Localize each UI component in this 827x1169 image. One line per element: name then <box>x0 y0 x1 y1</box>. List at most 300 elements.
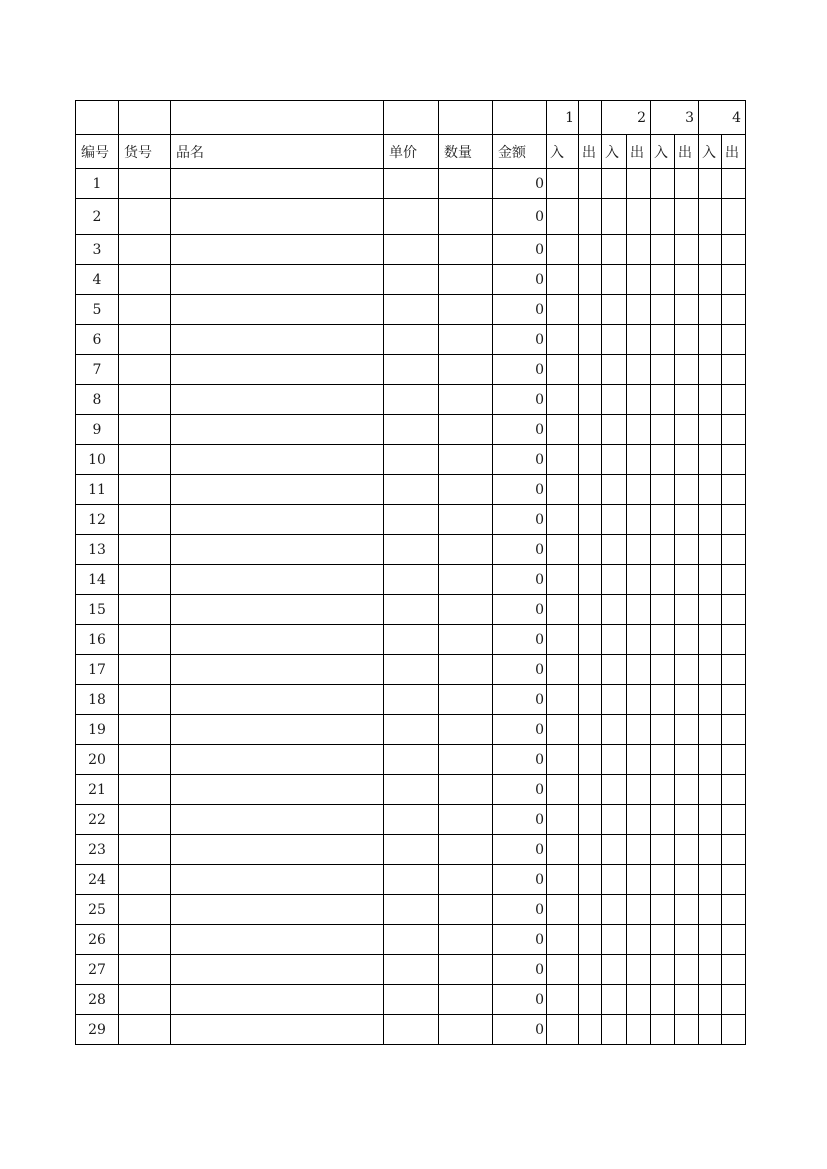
in-cell-day-3[interactable] <box>651 199 675 235</box>
in-cell-day-4[interactable] <box>699 895 722 925</box>
out-cell-day-4[interactable] <box>722 655 746 685</box>
out-cell-day-4[interactable] <box>722 445 746 475</box>
out-cell-day-2[interactable] <box>627 475 651 505</box>
in-cell-day-1[interactable] <box>547 535 579 565</box>
in-cell-day-1[interactable] <box>547 985 579 1015</box>
in-cell-day-1[interactable] <box>547 775 579 805</box>
out-cell-day-4[interactable] <box>722 235 746 265</box>
in-cell-day-3[interactable] <box>651 715 675 745</box>
in-cell-day-4[interactable] <box>699 865 722 895</box>
sku-cell[interactable] <box>119 895 171 925</box>
out-cell-day-2[interactable] <box>627 355 651 385</box>
in-cell-day-4[interactable] <box>699 199 722 235</box>
in-cell-day-3[interactable] <box>651 535 675 565</box>
sku-cell[interactable] <box>119 169 171 199</box>
out-cell-day-1[interactable] <box>579 415 602 445</box>
name-cell[interactable] <box>171 745 384 775</box>
in-cell-day-3[interactable] <box>651 445 675 475</box>
in-cell-day-3[interactable] <box>651 325 675 355</box>
in-cell-day-2[interactable] <box>602 169 627 199</box>
in-cell-day-1[interactable] <box>547 625 579 655</box>
out-cell-day-2[interactable] <box>627 685 651 715</box>
qty-cell[interactable] <box>439 295 493 325</box>
name-cell[interactable] <box>171 355 384 385</box>
in-cell-day-1[interactable] <box>547 565 579 595</box>
in-cell-day-4[interactable] <box>699 355 722 385</box>
out-cell-day-2[interactable] <box>627 505 651 535</box>
in-cell-day-1[interactable] <box>547 445 579 475</box>
blank-cell[interactable] <box>579 101 602 135</box>
in-cell-day-1[interactable] <box>547 865 579 895</box>
in-cell-day-4[interactable] <box>699 985 722 1015</box>
out-cell-day-3[interactable] <box>675 625 699 655</box>
out-cell-day-4[interactable] <box>722 745 746 775</box>
qty-cell[interactable] <box>439 715 493 745</box>
in-cell-day-1[interactable] <box>547 169 579 199</box>
out-cell-day-4[interactable] <box>722 415 746 445</box>
in-cell-day-2[interactable] <box>602 925 627 955</box>
out-cell-day-3[interactable] <box>675 955 699 985</box>
qty-cell[interactable] <box>439 655 493 685</box>
in-cell-day-4[interactable] <box>699 415 722 445</box>
out-cell-day-2[interactable] <box>627 835 651 865</box>
name-cell[interactable] <box>171 385 384 415</box>
sku-cell[interactable] <box>119 415 171 445</box>
in-cell-day-4[interactable] <box>699 385 722 415</box>
sku-cell[interactable] <box>119 199 171 235</box>
sku-cell[interactable] <box>119 985 171 1015</box>
in-cell-day-2[interactable] <box>602 445 627 475</box>
in-cell-day-3[interactable] <box>651 1015 675 1045</box>
out-cell-day-4[interactable] <box>722 895 746 925</box>
in-cell-day-4[interactable] <box>699 925 722 955</box>
out-cell-day-3[interactable] <box>675 385 699 415</box>
in-cell-day-3[interactable] <box>651 865 675 895</box>
qty-cell[interactable] <box>439 265 493 295</box>
out-cell-day-3[interactable] <box>675 655 699 685</box>
out-cell-day-1[interactable] <box>579 235 602 265</box>
price-cell[interactable] <box>384 655 439 685</box>
qty-cell[interactable] <box>439 325 493 355</box>
out-cell-day-4[interactable] <box>722 199 746 235</box>
in-cell-day-4[interactable] <box>699 1015 722 1045</box>
sku-cell[interactable] <box>119 355 171 385</box>
out-cell-day-1[interactable] <box>579 955 602 985</box>
name-cell[interactable] <box>171 445 384 475</box>
out-cell-day-4[interactable] <box>722 955 746 985</box>
out-cell-day-1[interactable] <box>579 655 602 685</box>
in-cell-day-2[interactable] <box>602 895 627 925</box>
in-cell-day-3[interactable] <box>651 385 675 415</box>
sku-cell[interactable] <box>119 655 171 685</box>
in-cell-day-2[interactable] <box>602 235 627 265</box>
sku-cell[interactable] <box>119 535 171 565</box>
in-cell-day-1[interactable] <box>547 385 579 415</box>
out-cell-day-4[interactable] <box>722 565 746 595</box>
price-cell[interactable] <box>384 715 439 745</box>
qty-cell[interactable] <box>439 595 493 625</box>
in-cell-day-3[interactable] <box>651 835 675 865</box>
in-cell-day-1[interactable] <box>547 1015 579 1045</box>
in-cell-day-3[interactable] <box>651 565 675 595</box>
name-cell[interactable] <box>171 505 384 535</box>
out-cell-day-4[interactable] <box>722 805 746 835</box>
name-cell[interactable] <box>171 199 384 235</box>
out-cell-day-1[interactable] <box>579 475 602 505</box>
in-cell-day-3[interactable] <box>651 265 675 295</box>
name-cell[interactable] <box>171 835 384 865</box>
out-cell-day-2[interactable] <box>627 805 651 835</box>
out-cell-day-3[interactable] <box>675 985 699 1015</box>
name-cell[interactable] <box>171 985 384 1015</box>
in-cell-day-3[interactable] <box>651 925 675 955</box>
out-cell-day-3[interactable] <box>675 505 699 535</box>
price-cell[interactable] <box>384 685 439 715</box>
out-cell-day-2[interactable] <box>627 265 651 295</box>
out-cell-day-3[interactable] <box>675 355 699 385</box>
out-cell-day-1[interactable] <box>579 865 602 895</box>
out-cell-day-2[interactable] <box>627 565 651 595</box>
price-cell[interactable] <box>384 295 439 325</box>
price-cell[interactable] <box>384 265 439 295</box>
qty-cell[interactable] <box>439 199 493 235</box>
out-cell-day-1[interactable] <box>579 265 602 295</box>
in-cell-day-3[interactable] <box>651 955 675 985</box>
out-cell-day-2[interactable] <box>627 295 651 325</box>
sku-cell[interactable] <box>119 775 171 805</box>
in-cell-day-2[interactable] <box>602 985 627 1015</box>
price-cell[interactable] <box>384 445 439 475</box>
blank-cell[interactable] <box>76 101 119 135</box>
name-cell[interactable] <box>171 865 384 895</box>
in-cell-day-4[interactable] <box>699 625 722 655</box>
name-cell[interactable] <box>171 565 384 595</box>
in-cell-day-2[interactable] <box>602 295 627 325</box>
out-cell-day-4[interactable] <box>722 355 746 385</box>
in-cell-day-2[interactable] <box>602 355 627 385</box>
price-cell[interactable] <box>384 865 439 895</box>
price-cell[interactable] <box>384 925 439 955</box>
out-cell-day-3[interactable] <box>675 835 699 865</box>
out-cell-day-3[interactable] <box>675 565 699 595</box>
out-cell-day-2[interactable] <box>627 595 651 625</box>
price-cell[interactable] <box>384 565 439 595</box>
qty-cell[interactable] <box>439 445 493 475</box>
in-cell-day-2[interactable] <box>602 745 627 775</box>
out-cell-day-3[interactable] <box>675 775 699 805</box>
sku-cell[interactable] <box>119 955 171 985</box>
out-cell-day-2[interactable] <box>627 955 651 985</box>
name-cell[interactable] <box>171 265 384 295</box>
out-cell-day-1[interactable] <box>579 565 602 595</box>
out-cell-day-2[interactable] <box>627 169 651 199</box>
out-cell-day-2[interactable] <box>627 745 651 775</box>
in-cell-day-1[interactable] <box>547 325 579 355</box>
price-cell[interactable] <box>384 805 439 835</box>
out-cell-day-4[interactable] <box>722 985 746 1015</box>
out-cell-day-3[interactable] <box>675 235 699 265</box>
sku-cell[interactable] <box>119 595 171 625</box>
in-cell-day-1[interactable] <box>547 199 579 235</box>
sku-cell[interactable] <box>119 475 171 505</box>
blank-cell[interactable] <box>384 101 439 135</box>
out-cell-day-2[interactable] <box>627 985 651 1015</box>
price-cell[interactable] <box>384 775 439 805</box>
out-cell-day-2[interactable] <box>627 535 651 565</box>
price-cell[interactable] <box>384 505 439 535</box>
in-cell-day-1[interactable] <box>547 745 579 775</box>
out-cell-day-1[interactable] <box>579 985 602 1015</box>
out-cell-day-1[interactable] <box>579 355 602 385</box>
in-cell-day-4[interactable] <box>699 745 722 775</box>
sku-cell[interactable] <box>119 865 171 895</box>
price-cell[interactable] <box>384 625 439 655</box>
in-cell-day-2[interactable] <box>602 415 627 445</box>
out-cell-day-1[interactable] <box>579 505 602 535</box>
qty-cell[interactable] <box>439 625 493 655</box>
out-cell-day-2[interactable] <box>627 415 651 445</box>
out-cell-day-4[interactable] <box>722 385 746 415</box>
in-cell-day-1[interactable] <box>547 895 579 925</box>
out-cell-day-4[interactable] <box>722 1015 746 1045</box>
price-cell[interactable] <box>384 595 439 625</box>
price-cell[interactable] <box>384 1015 439 1045</box>
in-cell-day-1[interactable] <box>547 715 579 745</box>
blank-cell[interactable] <box>119 101 171 135</box>
out-cell-day-4[interactable] <box>722 775 746 805</box>
blank-cell[interactable] <box>439 101 493 135</box>
name-cell[interactable] <box>171 625 384 655</box>
qty-cell[interactable] <box>439 955 493 985</box>
in-cell-day-1[interactable] <box>547 805 579 835</box>
name-cell[interactable] <box>171 925 384 955</box>
in-cell-day-2[interactable] <box>602 505 627 535</box>
in-cell-day-4[interactable] <box>699 805 722 835</box>
sku-cell[interactable] <box>119 325 171 355</box>
in-cell-day-3[interactable] <box>651 985 675 1015</box>
qty-cell[interactable] <box>439 865 493 895</box>
out-cell-day-2[interactable] <box>627 775 651 805</box>
qty-cell[interactable] <box>439 565 493 595</box>
qty-cell[interactable] <box>439 985 493 1015</box>
sku-cell[interactable] <box>119 445 171 475</box>
in-cell-day-2[interactable] <box>602 955 627 985</box>
out-cell-day-3[interactable] <box>675 925 699 955</box>
out-cell-day-3[interactable] <box>675 595 699 625</box>
out-cell-day-2[interactable] <box>627 925 651 955</box>
out-cell-day-1[interactable] <box>579 385 602 415</box>
out-cell-day-3[interactable] <box>675 415 699 445</box>
out-cell-day-4[interactable] <box>722 505 746 535</box>
out-cell-day-4[interactable] <box>722 475 746 505</box>
in-cell-day-4[interactable] <box>699 295 722 325</box>
in-cell-day-1[interactable] <box>547 415 579 445</box>
in-cell-day-4[interactable] <box>699 655 722 685</box>
in-cell-day-3[interactable] <box>651 895 675 925</box>
in-cell-day-2[interactable] <box>602 535 627 565</box>
qty-cell[interactable] <box>439 535 493 565</box>
qty-cell[interactable] <box>439 835 493 865</box>
in-cell-day-3[interactable] <box>651 655 675 685</box>
in-cell-day-1[interactable] <box>547 505 579 535</box>
out-cell-day-1[interactable] <box>579 805 602 835</box>
name-cell[interactable] <box>171 295 384 325</box>
in-cell-day-2[interactable] <box>602 595 627 625</box>
name-cell[interactable] <box>171 775 384 805</box>
in-cell-day-4[interactable] <box>699 265 722 295</box>
out-cell-day-3[interactable] <box>675 715 699 745</box>
in-cell-day-1[interactable] <box>547 595 579 625</box>
qty-cell[interactable] <box>439 169 493 199</box>
name-cell[interactable] <box>171 169 384 199</box>
sku-cell[interactable] <box>119 1015 171 1045</box>
qty-cell[interactable] <box>439 415 493 445</box>
in-cell-day-3[interactable] <box>651 685 675 715</box>
out-cell-day-1[interactable] <box>579 169 602 199</box>
in-cell-day-2[interactable] <box>602 199 627 235</box>
out-cell-day-4[interactable] <box>722 265 746 295</box>
in-cell-day-3[interactable] <box>651 805 675 835</box>
out-cell-day-2[interactable] <box>627 895 651 925</box>
qty-cell[interactable] <box>439 475 493 505</box>
in-cell-day-4[interactable] <box>699 715 722 745</box>
out-cell-day-1[interactable] <box>579 925 602 955</box>
in-cell-day-1[interactable] <box>547 235 579 265</box>
out-cell-day-3[interactable] <box>675 475 699 505</box>
out-cell-day-1[interactable] <box>579 325 602 355</box>
price-cell[interactable] <box>384 985 439 1015</box>
out-cell-day-1[interactable] <box>579 595 602 625</box>
qty-cell[interactable] <box>439 805 493 835</box>
out-cell-day-1[interactable] <box>579 835 602 865</box>
out-cell-day-4[interactable] <box>722 325 746 355</box>
out-cell-day-4[interactable] <box>722 715 746 745</box>
sku-cell[interactable] <box>119 925 171 955</box>
qty-cell[interactable] <box>439 745 493 775</box>
name-cell[interactable] <box>171 715 384 745</box>
sku-cell[interactable] <box>119 385 171 415</box>
name-cell[interactable] <box>171 805 384 835</box>
blank-cell[interactable] <box>493 101 547 135</box>
in-cell-day-4[interactable] <box>699 535 722 565</box>
out-cell-day-1[interactable] <box>579 199 602 235</box>
name-cell[interactable] <box>171 325 384 355</box>
in-cell-day-1[interactable] <box>547 475 579 505</box>
qty-cell[interactable] <box>439 895 493 925</box>
in-cell-day-4[interactable] <box>699 169 722 199</box>
out-cell-day-2[interactable] <box>627 625 651 655</box>
price-cell[interactable] <box>384 415 439 445</box>
in-cell-day-2[interactable] <box>602 685 627 715</box>
in-cell-day-2[interactable] <box>602 625 627 655</box>
out-cell-day-2[interactable] <box>627 235 651 265</box>
price-cell[interactable] <box>384 385 439 415</box>
name-cell[interactable] <box>171 235 384 265</box>
out-cell-day-3[interactable] <box>675 295 699 325</box>
in-cell-day-4[interactable] <box>699 235 722 265</box>
sku-cell[interactable] <box>119 685 171 715</box>
sku-cell[interactable] <box>119 715 171 745</box>
in-cell-day-1[interactable] <box>547 655 579 685</box>
price-cell[interactable] <box>384 325 439 355</box>
out-cell-day-2[interactable] <box>627 655 651 685</box>
out-cell-day-2[interactable] <box>627 865 651 895</box>
in-cell-day-2[interactable] <box>602 565 627 595</box>
qty-cell[interactable] <box>439 235 493 265</box>
in-cell-day-1[interactable] <box>547 955 579 985</box>
out-cell-day-3[interactable] <box>675 1015 699 1045</box>
out-cell-day-4[interactable] <box>722 865 746 895</box>
sku-cell[interactable] <box>119 265 171 295</box>
sku-cell[interactable] <box>119 505 171 535</box>
price-cell[interactable] <box>384 895 439 925</box>
in-cell-day-3[interactable] <box>651 169 675 199</box>
out-cell-day-4[interactable] <box>722 685 746 715</box>
out-cell-day-1[interactable] <box>579 445 602 475</box>
in-cell-day-4[interactable] <box>699 685 722 715</box>
in-cell-day-1[interactable] <box>547 355 579 385</box>
out-cell-day-4[interactable] <box>722 169 746 199</box>
out-cell-day-1[interactable] <box>579 685 602 715</box>
out-cell-day-3[interactable] <box>675 265 699 295</box>
in-cell-day-4[interactable] <box>699 565 722 595</box>
name-cell[interactable] <box>171 535 384 565</box>
out-cell-day-4[interactable] <box>722 835 746 865</box>
out-cell-day-3[interactable] <box>675 745 699 775</box>
out-cell-day-1[interactable] <box>579 295 602 325</box>
in-cell-day-1[interactable] <box>547 925 579 955</box>
in-cell-day-3[interactable] <box>651 295 675 325</box>
out-cell-day-3[interactable] <box>675 535 699 565</box>
out-cell-day-1[interactable] <box>579 895 602 925</box>
sku-cell[interactable] <box>119 565 171 595</box>
qty-cell[interactable] <box>439 355 493 385</box>
name-cell[interactable] <box>171 655 384 685</box>
out-cell-day-3[interactable] <box>675 445 699 475</box>
in-cell-day-4[interactable] <box>699 835 722 865</box>
out-cell-day-2[interactable] <box>627 445 651 475</box>
qty-cell[interactable] <box>439 1015 493 1045</box>
out-cell-day-1[interactable] <box>579 1015 602 1045</box>
in-cell-day-3[interactable] <box>651 775 675 805</box>
price-cell[interactable] <box>384 355 439 385</box>
out-cell-day-4[interactable] <box>722 925 746 955</box>
out-cell-day-3[interactable] <box>675 895 699 925</box>
out-cell-day-2[interactable] <box>627 385 651 415</box>
price-cell[interactable] <box>384 235 439 265</box>
in-cell-day-1[interactable] <box>547 265 579 295</box>
out-cell-day-3[interactable] <box>675 805 699 835</box>
sku-cell[interactable] <box>119 805 171 835</box>
out-cell-day-3[interactable] <box>675 199 699 235</box>
price-cell[interactable] <box>384 475 439 505</box>
in-cell-day-1[interactable] <box>547 685 579 715</box>
in-cell-day-3[interactable] <box>651 355 675 385</box>
in-cell-day-3[interactable] <box>651 745 675 775</box>
out-cell-day-2[interactable] <box>627 199 651 235</box>
qty-cell[interactable] <box>439 685 493 715</box>
in-cell-day-2[interactable] <box>602 325 627 355</box>
in-cell-day-3[interactable] <box>651 235 675 265</box>
in-cell-day-1[interactable] <box>547 295 579 325</box>
sku-cell[interactable] <box>119 295 171 325</box>
in-cell-day-3[interactable] <box>651 595 675 625</box>
in-cell-day-4[interactable] <box>699 775 722 805</box>
qty-cell[interactable] <box>439 385 493 415</box>
price-cell[interactable] <box>384 955 439 985</box>
out-cell-day-1[interactable] <box>579 715 602 745</box>
out-cell-day-2[interactable] <box>627 325 651 355</box>
